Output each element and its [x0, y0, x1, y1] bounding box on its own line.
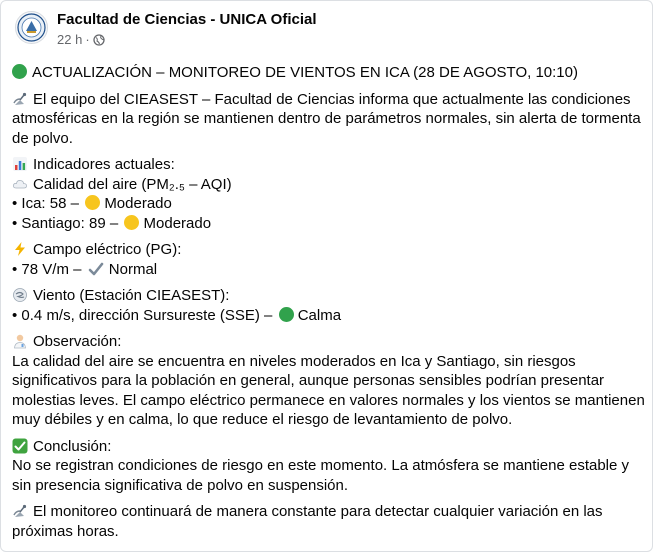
satellite-icon	[12, 503, 28, 519]
post-body	[12, 63, 645, 548]
conclusion-title: Conclusión:	[33, 437, 112, 455]
intro-line-2: atmosféricas en la región se mantienen dentro de parámetros normales, sin alerta de tormenta	[12, 110, 641, 127]
green-circle-icon	[279, 307, 294, 322]
conclusion-line-1: No se registran condiciones de riesgo en este momento. La atmósfera se mantiene estable y	[12, 457, 630, 474]
closing-line-2: próximas horas.	[12, 522, 119, 540]
cloud-icon	[12, 176, 28, 192]
air-quality-title: Calidad del aire (PM₂.₅ – AQI)	[33, 175, 232, 193]
post-header	[15, 11, 317, 48]
scientist-icon	[12, 333, 28, 349]
wind-icon	[12, 287, 28, 303]
post-heading: ACTUALIZACIÓN – MONITOREO DE VIENTOS EN ICA (28 DE AGOSTO, 10:10)	[32, 64, 578, 81]
satellite-icon	[12, 91, 28, 107]
university-seal-icon	[17, 13, 46, 42]
indicators-title: Indicadores actuales:	[33, 156, 175, 173]
intro-line-1: El equipo del CIEASEST – Facultad de Ciencias informa que actualmente las condiciones	[33, 90, 631, 108]
santiago-reading: • Santiago: 89 –	[12, 214, 119, 232]
meta-separator: ·	[85, 32, 90, 47]
yellow-circle-icon	[85, 195, 100, 210]
observation-line-1: La calidad del aire se encuentra en niveles moderados en Ica y Santiago, sin riesgos	[12, 352, 576, 370]
wind-title: Viento (Estación CIEASEST):	[33, 287, 230, 304]
field-status: Normal	[108, 260, 158, 278]
closing-line-1: El monitoreo continuará de manera constante para detectar cualquier variación en las	[33, 503, 603, 520]
ica-status: Moderado	[104, 195, 172, 212]
check-box-icon	[12, 438, 28, 454]
post-time[interactable]: 22 h	[57, 32, 83, 47]
intro-line-3: de polvo.	[12, 129, 73, 147]
page-avatar[interactable]	[15, 11, 48, 44]
observation-line-2: significativos para la población en general, aunque personas sensibles podrían presentar	[12, 372, 605, 389]
check-mark-icon	[88, 261, 104, 277]
green-circle-icon	[12, 64, 27, 79]
wind-status: Calma	[297, 306, 342, 324]
bar-chart-icon	[12, 156, 28, 172]
observation-line-3: molestias leves. El campo eléctrico permanece en valores normales y los vientos se mantienen	[12, 391, 645, 409]
ica-reading: • Ica: 58 –	[12, 195, 79, 212]
santiago-status: Moderado	[143, 214, 212, 232]
observation-title: Observación:	[33, 333, 122, 350]
page-name[interactable]: Facultad de Ciencias - UNICA Oficial	[57, 11, 317, 28]
wind-reading: • 0.4 m/s, dirección Sursureste (SSE) –	[12, 306, 273, 324]
yellow-circle-icon	[124, 215, 139, 230]
conclusion-line-2: sin presencia significativa de polvo en suspensión.	[12, 476, 349, 494]
field-title: Campo eléctrico (PG):	[33, 241, 182, 258]
observation-line-4: muy débiles y en calma, lo que reduce el riesgo de levantamiento de polvo.	[12, 411, 513, 428]
field-reading: • 78 V/m –	[12, 260, 82, 278]
globe-icon	[93, 34, 105, 46]
lightning-icon	[12, 241, 28, 257]
